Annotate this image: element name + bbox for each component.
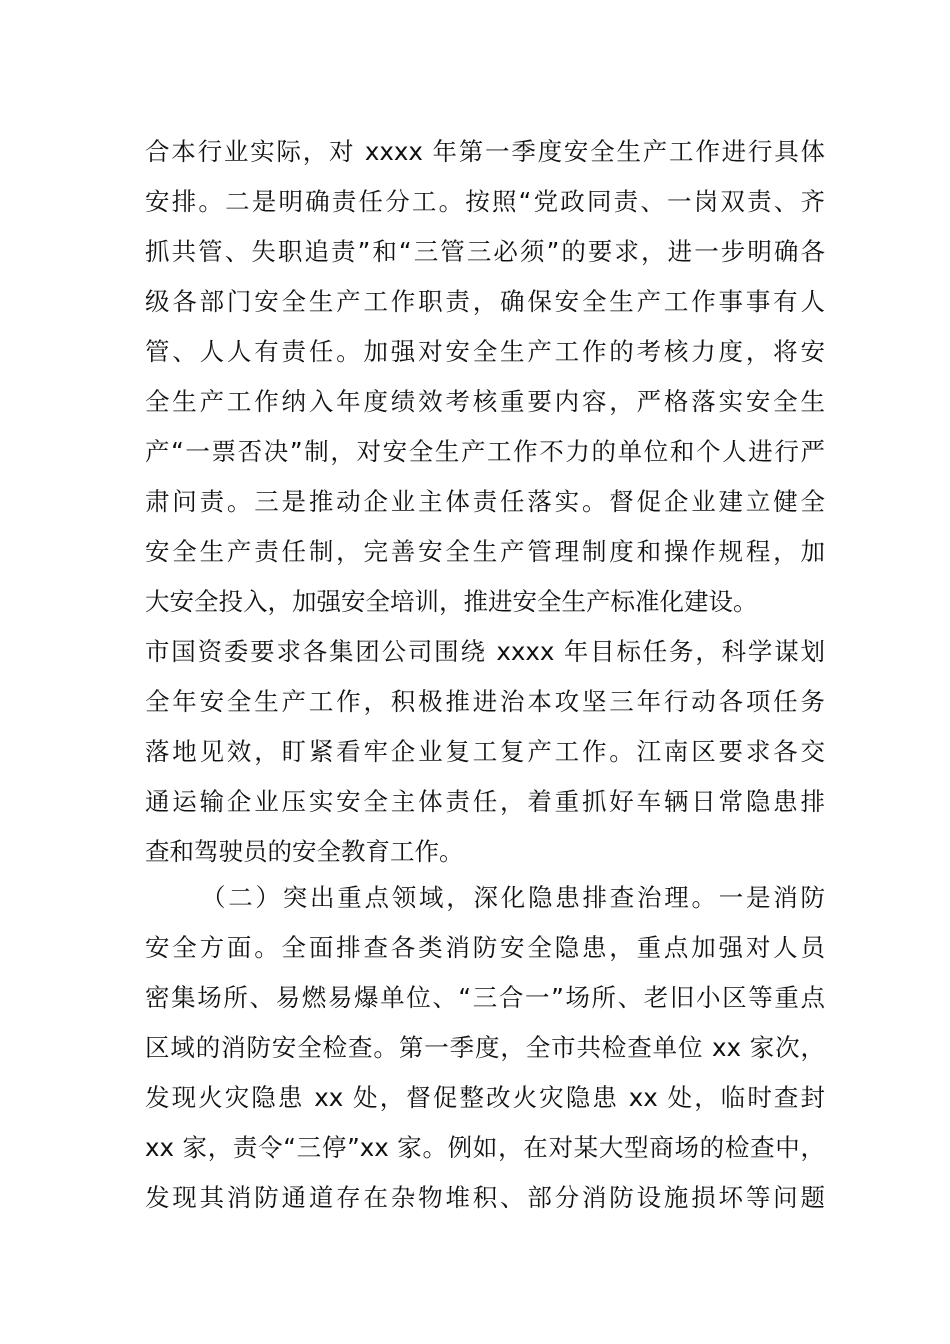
text-line: 全生产工作纳入年度绩效考核重要内容，严格落实安全生: [145, 387, 825, 416]
text-line: 管、人人有责任。加强对安全生产工作的考核力度，将安: [145, 337, 825, 366]
text-line: 大安全投入，加强安全培训，推进安全生产标准化建设。: [145, 587, 758, 616]
text-line: 密集场所、易燃易爆单位、“三合一”场所、老旧小区等重点: [145, 983, 825, 1012]
text-line: 全年安全生产工作，积极推进治本攻坚三年行动各项任务: [145, 687, 825, 716]
text-line: xx 家，责令“三停”xx 家。例如，在对某大型商场的检查中，: [145, 1133, 825, 1162]
text-line: 安全方面。全面排查各类消防安全隐患，重点加强对人员: [145, 933, 825, 962]
text-line: 查和驾驶员的安全教育工作。: [145, 837, 464, 866]
text-line: 发现火灾隐患 xx 处，督促整改火灾隐患 xx 处，临时查封: [145, 1083, 825, 1112]
text-line: 抓共管、失职追责”和“三管三必须”的要求，进一步明确各: [145, 237, 825, 266]
text-line: 发现其消防通道存在杂物堆积、部分消防设施损坏等问题: [145, 1183, 825, 1212]
text-line: 通运输企业压实安全主体责任，着重抓好车辆日常隐患排: [145, 787, 825, 816]
text-line: 市国资委要求各集团公司围绕 xxxx 年目标任务，科学谋划: [145, 637, 825, 666]
text-line: 级各部门安全生产工作职责，确保安全生产工作事事有人: [145, 287, 825, 316]
text-line: 区域的消防安全检查。第一季度，全市共检查单位 xx 家次，: [145, 1033, 825, 1062]
paragraph-heading-line: （二）突出重点领域，深化隐患排查治理。一是消防: [201, 883, 825, 912]
text-line: 合本行业实际，对 xxxx 年第一季度安全生产工作进行具体: [145, 137, 825, 166]
text-line: 产“一票否决”制，对安全生产工作不力的单位和个人进行严: [145, 437, 825, 466]
text-line: 安全生产责任制，完善安全生产管理制度和操作规程，加: [145, 537, 825, 566]
text-line: 肃问责。三是推动企业主体责任落实。督促企业建立健全: [145, 487, 825, 516]
text-line: 落地见效，盯紧看牢企业复工复产工作。江南区要求各交: [145, 737, 825, 766]
text-line: 安排。二是明确责任分工。按照“党政同责、一岗双责、齐: [145, 187, 825, 216]
